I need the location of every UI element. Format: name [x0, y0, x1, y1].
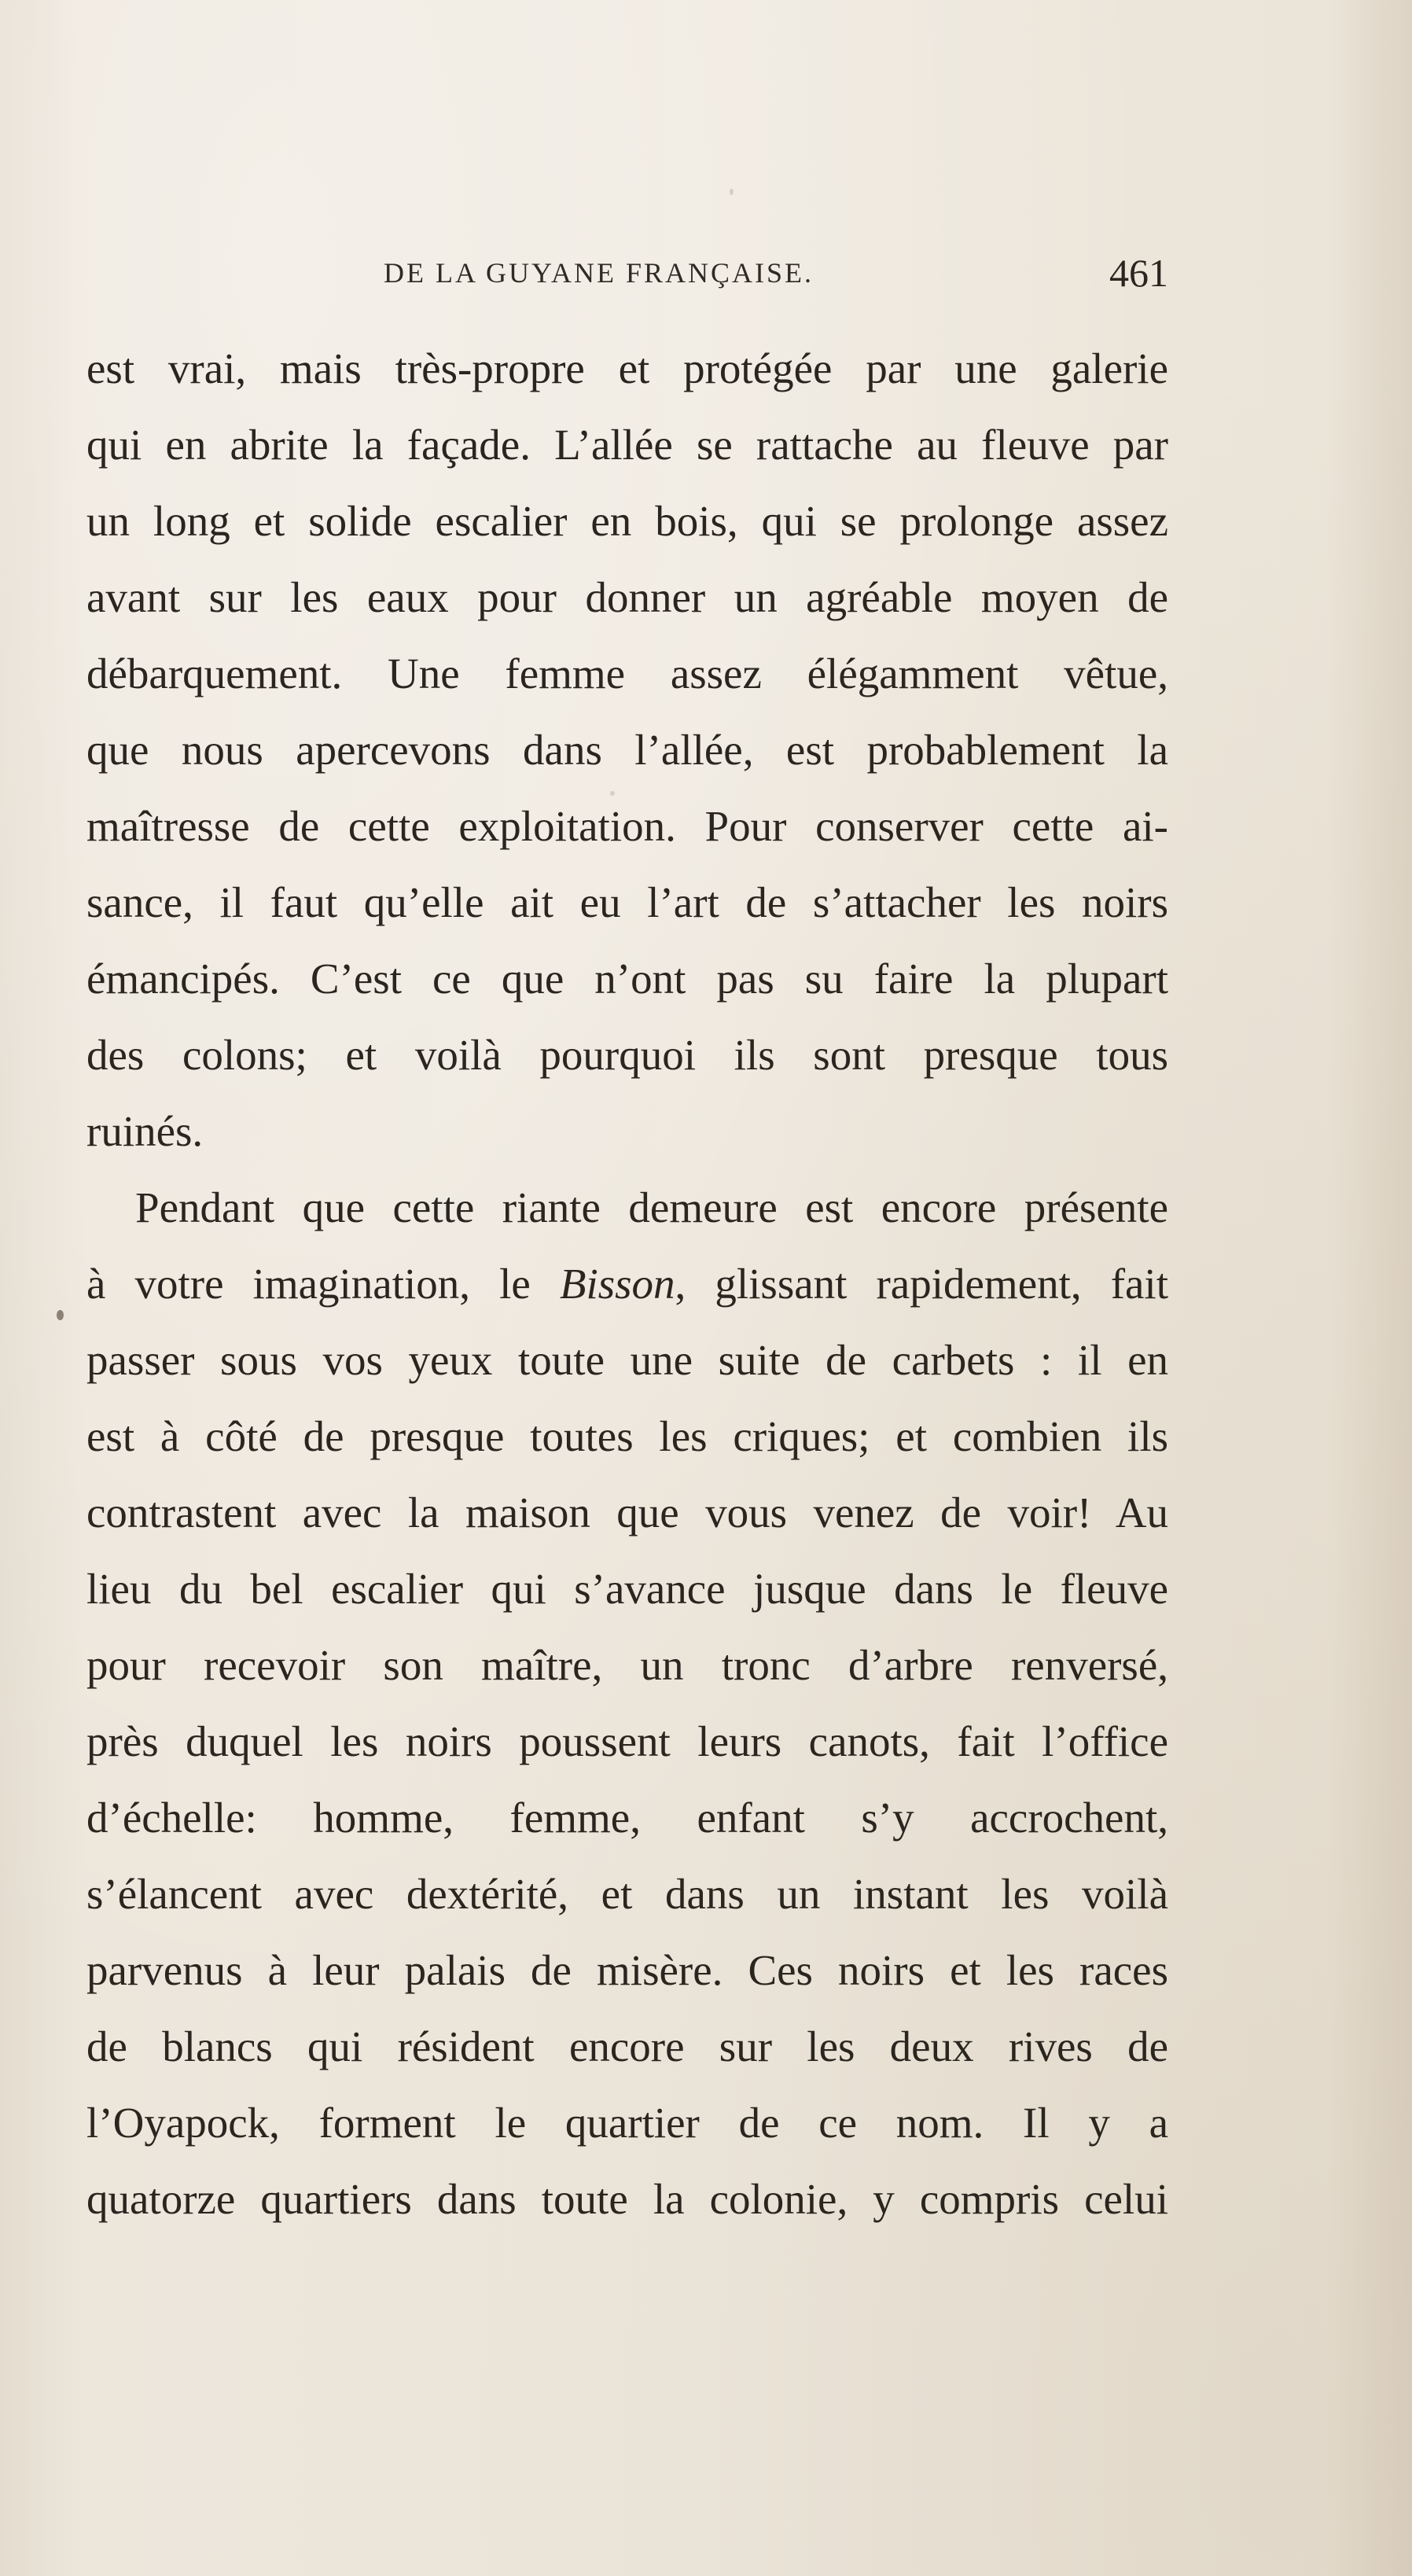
text-line: près duquel les noirs poussent leurs canots, fait l’office — [86, 1717, 1168, 1765]
text-line: émancipés. C’est ce que n’ont pas su faire la plupart — [86, 955, 1168, 1003]
text-line: est à côté de presque toutes les criques; et combien ils — [86, 1412, 1168, 1460]
text-line: des colons; et voilà pourquoi ils sont presque tous — [86, 1031, 1168, 1079]
text-run: à votre imagination, le — [86, 1260, 560, 1308]
paper-spot — [730, 189, 734, 195]
text-line: d’échelle: homme, femme, enfant s’y accrochent, — [86, 1794, 1168, 1842]
text-line: parvenus à leur palais de misère. Ces noirs et les races — [86, 1946, 1168, 1994]
text-line: contrastent avec la maison que vous venez de voir! Au — [86, 1489, 1168, 1536]
body-text — [86, 330, 1168, 2237]
text-line: passer sous vos yeux toute une suite de carbets : il en — [86, 1336, 1168, 1384]
page-number: 461 — [1109, 251, 1168, 295]
text-line: sance, il faut qu’elle ait eu l’art de s’attacher les noirs — [86, 878, 1168, 926]
ship-name: Bisson — [559, 1260, 675, 1308]
text-line: un long et solide escalier en bois, qui se prolonge assez — [86, 497, 1168, 545]
text-line: que nous apercevons dans l’allée, est probablement la — [86, 726, 1168, 774]
text-line: pour recevoir son maître, un tronc d’arbre renversé, — [86, 1641, 1168, 1689]
text-line: qui en abrite la façade. L’allée se rattache au fleuve par — [86, 421, 1168, 469]
paragraph-first-line: Pendant que cette riante demeure est encore présente — [135, 1183, 1168, 1231]
text-line: lieu du bel escalier qui s’avance jusque dans le fleuve — [86, 1565, 1168, 1613]
text-line: débarquement. Une femme assez élégamment vêtue, — [86, 650, 1168, 697]
text-line: quatorze quartiers dans toute la colonie, y compris celui — [86, 2175, 1168, 2223]
running-head — [86, 250, 1168, 305]
text-line: maîtresse de cette exploitation. Pour conserver cette ai- — [86, 802, 1168, 850]
text-line: est vrai, mais très-propre et protégée par une galerie — [86, 344, 1168, 392]
text-line: avant sur les eaux pour donner un agréable moyen de — [86, 573, 1168, 621]
running-title: DE LA GUYANE FRANÇAISE. — [384, 257, 814, 289]
text-line-with-italic — [86, 1246, 1168, 1322]
text-run: , glissant rapidement, fait — [675, 1260, 1168, 1308]
text-line: ruinés. — [86, 1107, 204, 1155]
paper-spot — [57, 1310, 64, 1320]
text-line: s’élancent avec dextérité, et dans un instant les voilà — [86, 1870, 1168, 1918]
text-line: de blancs qui résident encore sur les deux rives de — [86, 2022, 1168, 2070]
text-line: l’Oyapock, forment le quartier de ce nom. Il y a — [86, 2099, 1168, 2147]
